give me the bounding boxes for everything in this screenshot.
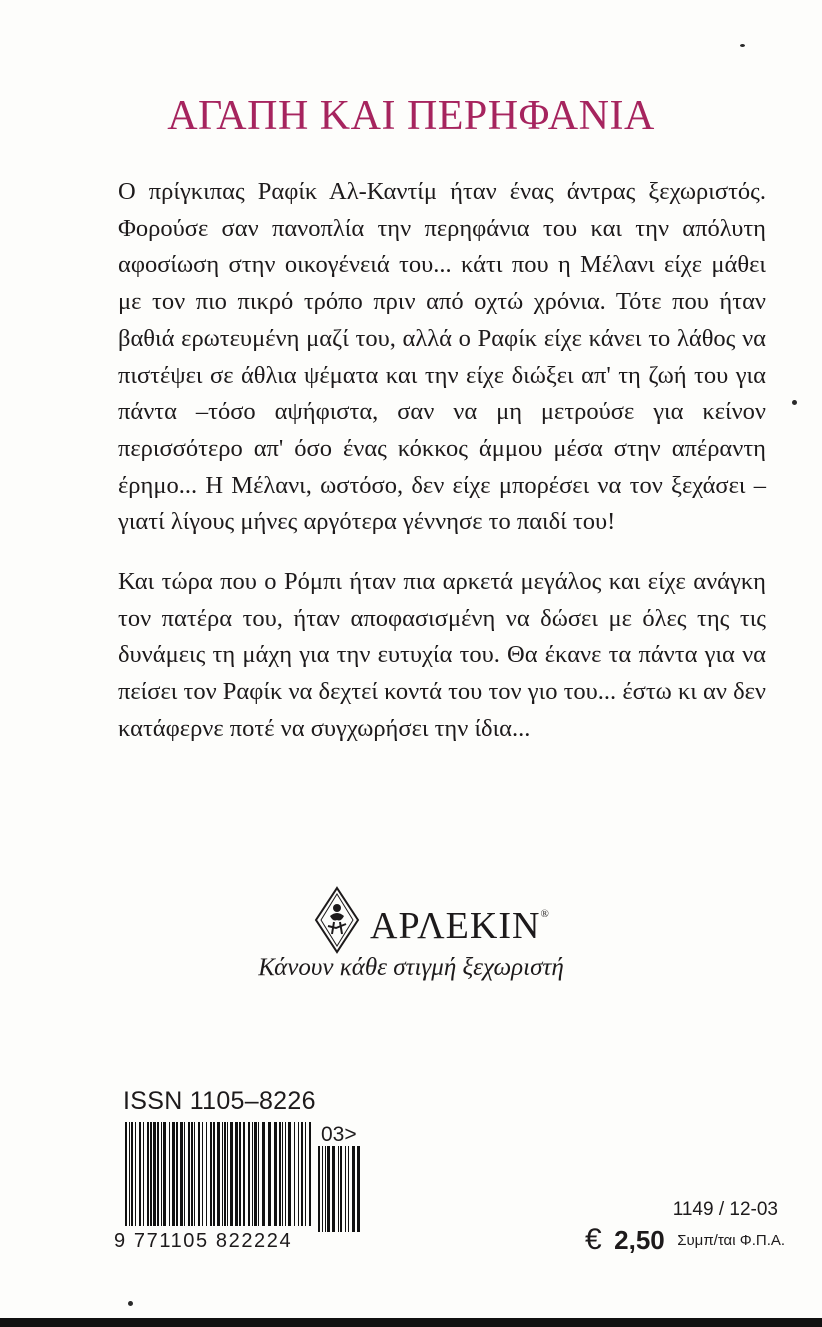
page-bottom-edge: [0, 1318, 822, 1327]
blurb-paragraph-1: Ο πρίγκιπας Ραφίκ Αλ-Καντίμ ήταν ένας άντρας ξεχωριστός. Φορούσε σαν πανοπλία την περηφάνια του και την απόλυτη αφοσίωση στην οικογένειά του... κάτι που η Μέλανι είχε μάθει με τον πιο πικρό τρόπο πριν από οχτώ χρόνια. Τότε που ήταν βαθιά ερωτευμένη μαζί του, αλλά ο Ραφίκ είχε κάνει το λάθος να πιστέψει σε άθλια ψέματα και την είχε διώξει απ' τη ζωή του για πάντα –τόσο αψήφιστα, σαν να μη μετρούσε για κείνον περισσότερο απ' όσο ένας κόκκος άμμου μέσα στην απέραντη έρημο... Η Μέλανι, ωστόσο, δεν είχε μπορέσει να τον ξεχάσει –γιατί λίγους μήνες αργότερα γέννησε το παιδί του!: [118, 178, 766, 536]
registered-mark: ®: [540, 908, 550, 920]
barcode-bar: [258, 1122, 259, 1226]
barcode-bar: [222, 1122, 223, 1226]
barcode-bar: [129, 1122, 130, 1226]
barcode-bar: [169, 1122, 170, 1226]
barcode-bar: [217, 1122, 220, 1226]
barcode-bar: [322, 1146, 323, 1232]
barcode-bar: [268, 1122, 271, 1226]
barcode-bar: [227, 1122, 228, 1226]
barcode-bar: [274, 1122, 277, 1226]
barcode-bar: [213, 1122, 215, 1226]
barcode-bar: [252, 1122, 253, 1226]
issn-label: ISSN 1105–8226: [123, 1087, 316, 1115]
print-speck: [128, 1301, 133, 1306]
barcode-bar: [288, 1122, 291, 1226]
barcode-bar: [243, 1122, 245, 1226]
barcode-bar: [305, 1122, 306, 1226]
barcode-bar: [318, 1146, 320, 1232]
barcode-bar: [163, 1122, 166, 1226]
price-row: [585, 1223, 785, 1257]
barcode-addon-label: 03>: [321, 1123, 357, 1146]
barcode-bar: [340, 1146, 342, 1232]
barcode-bar: [279, 1122, 281, 1226]
barcode-bar: [285, 1122, 286, 1226]
book-title: ΑΓΑΠΗ ΚΑΙ ΠΕΡΗΦΑΝΙΑ: [167, 93, 655, 139]
barcode-bar: [309, 1122, 311, 1226]
barcode-bar: [210, 1122, 212, 1226]
barcode-bar: [194, 1122, 195, 1226]
barcode-bar: [191, 1122, 193, 1226]
barcode-bar: [157, 1122, 159, 1226]
barcode-bar: [125, 1122, 127, 1226]
edition-code: 1149 / 12-03: [672, 1199, 778, 1220]
print-speck: [792, 400, 797, 405]
barcode-bar: [327, 1146, 330, 1232]
barcode-bar: [135, 1122, 136, 1226]
barcode-bar: [180, 1122, 183, 1226]
barcode-bar: [239, 1122, 241, 1226]
harlequin-diamond-icon: [314, 886, 360, 954]
barcode-bar: [172, 1122, 175, 1226]
barcode-bar: [143, 1122, 144, 1226]
barcode-digits: 9 771105 822224: [114, 1230, 293, 1252]
euro-icon: €: [585, 1223, 602, 1256]
barcode-bar: [254, 1122, 257, 1226]
price-value: 2,50: [614, 1224, 665, 1255]
barcode-bar: [301, 1122, 303, 1226]
main-barcode: [125, 1122, 315, 1226]
barcode-bar: [188, 1122, 190, 1226]
barcode-bar: [248, 1122, 250, 1226]
barcode-bar: [131, 1122, 133, 1226]
blurb-paragraph-2: Και τώρα που ο Ρόμπι ήταν πια αρκετά μεγάλος και είχε ανάγκη τον πατέρα του, ήταν αποφασισμένη να δώσει με όλες της τις δυνάμεις τη μάχη για την ευτυχία του. Θα έκανε τα πάντα για να πείσει τον Ραφίκ να δεχτεί κοντά του τον γιο του... έστω κι αν δεν κατάφερνε ποτέ να συγχωρήσει την ίδια...: [118, 568, 766, 742]
barcode-bar: [282, 1122, 283, 1226]
barcode-bar: [198, 1122, 200, 1226]
barcode-bar: [161, 1122, 162, 1226]
tax-note: Συμπ/ται Φ.Π.Α.: [677, 1231, 786, 1249]
barcode-bar: [348, 1146, 349, 1232]
barcode-bar: [230, 1122, 233, 1226]
barcode-bar: [224, 1122, 226, 1226]
barcode-bar: [338, 1146, 339, 1232]
barcode-bar: [184, 1122, 185, 1226]
barcode-bar: [202, 1122, 203, 1226]
barcode-bar: [262, 1122, 265, 1226]
barcode-bar: [139, 1122, 141, 1226]
barcode-bar: [176, 1122, 178, 1226]
barcode-bar: [294, 1122, 295, 1226]
print-speck: [740, 44, 745, 47]
barcode-bar: [235, 1122, 238, 1226]
barcode-bar: [206, 1122, 207, 1226]
barcode-bar: [352, 1146, 355, 1232]
barcode-bar: [357, 1146, 360, 1232]
addon-barcode: [318, 1146, 364, 1232]
barcode-bar: [147, 1122, 149, 1226]
barcode-bar: [298, 1122, 299, 1226]
barcode-bar: [345, 1146, 346, 1232]
publisher-name: ΑΡΛΕΚΙΝ®: [370, 905, 550, 947]
barcode-bar: [150, 1122, 152, 1226]
barcode-bar: [153, 1122, 156, 1226]
barcode-bar: [332, 1146, 335, 1232]
publisher-slogan: Κάνουν κάθε στιγμή ξεχωριστή: [258, 954, 564, 981]
barcode-bar: [325, 1146, 326, 1232]
